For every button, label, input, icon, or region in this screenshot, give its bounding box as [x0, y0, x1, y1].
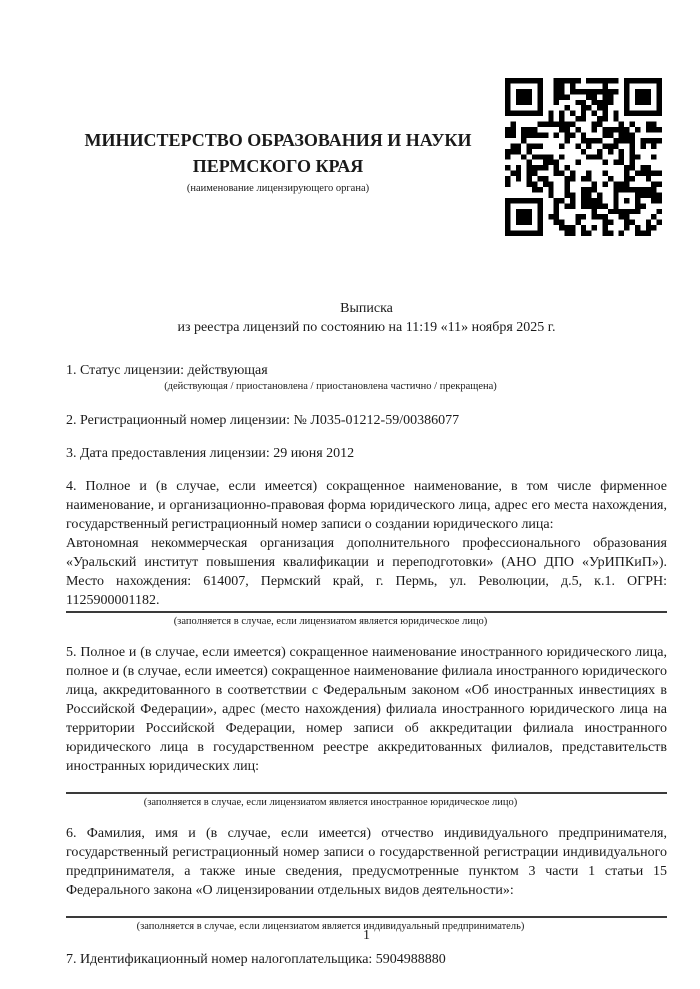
section-registration-number	[66, 411, 667, 430]
ministry-name-line1: МИНИСТЕРСТВО ОБРАЗОВАНИЯ И НАУКИ	[84, 130, 472, 150]
section-legal-entity	[66, 477, 667, 629]
extract-subtitle: из реестра лицензий по состоянию на 11:19 «11» ноября 2025 г.	[177, 320, 556, 335]
qr-code-icon	[505, 78, 662, 236]
section-4-text: 4. Полное и (в случае, если имеется) сокращенное наименование, в том числе фирменное наименование, и организационно-правовая форма юридического лица, адрес его места нахождения, государственный регистрационный номер записи о создании юридического лица:	[66, 479, 667, 532]
section-1-caption: (действующая / приостановлена / приостановлена частично / прекращена)	[164, 381, 497, 392]
fill-line	[66, 916, 667, 918]
section-6-text: 6. Фамилия, имя и (в случае, если имеется) отчество индивидуального предпринимателя, государственный регистрационный номер записи о государственной регистрации индивидуального предпринимателя, а также иные сведения, предусмотренные пунктом 3 части 1 статьи 15 Федерального закона «О лицензировании отдельных видов деятельности»:	[66, 826, 667, 898]
ministry-name-line2: ПЕРМСКОГО КРАЯ	[192, 156, 364, 176]
section-foreign-entity	[66, 643, 667, 810]
section-5-text: 5. Полное и (в случае, если имеется) сокращенное наименование иностранного юридического лица, полное и (в случае, если имеется) сокращенное наименование филиала иностранного юридического лица, аккредитованного в соответствии с Федеральным законом «Об иностранных инвестициях в Российской Федерации», адрес (место нахождения) филиала иностранного юридического лица на территории Российской Федерации, номер записи об аккредитации филиала иностранного юридического лица в государственном реестре аккредитованных филиалов, представительств иностранных юридических лиц:	[66, 645, 667, 774]
section-license-status	[66, 361, 667, 394]
section-2-text: 2. Регистрационный номер лицензии: № Л035-01212-59/00386077	[66, 413, 460, 428]
section-7-text: 7. Идентификационный номер налогоплательщика: 5904988880	[66, 952, 446, 967]
licensing-authority-block	[66, 127, 490, 196]
document-header	[66, 0, 667, 245]
section-individual-entrepreneur	[66, 824, 667, 934]
section-4-value: Автономная некоммерческая организация дополнительного профессионального образования «Уральский институт повышения квалификации и переподготовки» (АНО ДПО «УрИПКиП»). Место нахождения: 614007, Пермский край, г. Пермь, ул. Революции, д.5, к.1. ОГРН: 1125900001182.	[66, 536, 667, 608]
section-license-date	[66, 444, 667, 463]
extract-title-block	[66, 299, 667, 337]
empty-field	[66, 900, 667, 915]
section-4-caption: (заполняется в случае, если лицензиатом является юридическое лицо)	[173, 616, 488, 627]
page-number: 1	[363, 928, 370, 943]
section-5-caption: (заполняется в случае, если лицензиатом является иностранное юридическое лицо)	[143, 797, 518, 808]
extract-title: Выписка	[340, 301, 393, 316]
section-3-text: 3. Дата предоставления лицензии: 29 июня 2012	[66, 446, 355, 461]
fill-line	[66, 611, 667, 613]
licensing-authority-caption: (наименование лицензирующего органа)	[186, 183, 370, 194]
empty-field	[66, 776, 667, 791]
section-6-caption: (заполняется в случае, если лицензиатом является индивидуальный предприниматель)	[136, 921, 525, 932]
section-1-text: 1. Статус лицензии: действующая	[66, 363, 268, 378]
fill-line	[66, 792, 667, 794]
section-taxpayer-number	[66, 950, 667, 969]
